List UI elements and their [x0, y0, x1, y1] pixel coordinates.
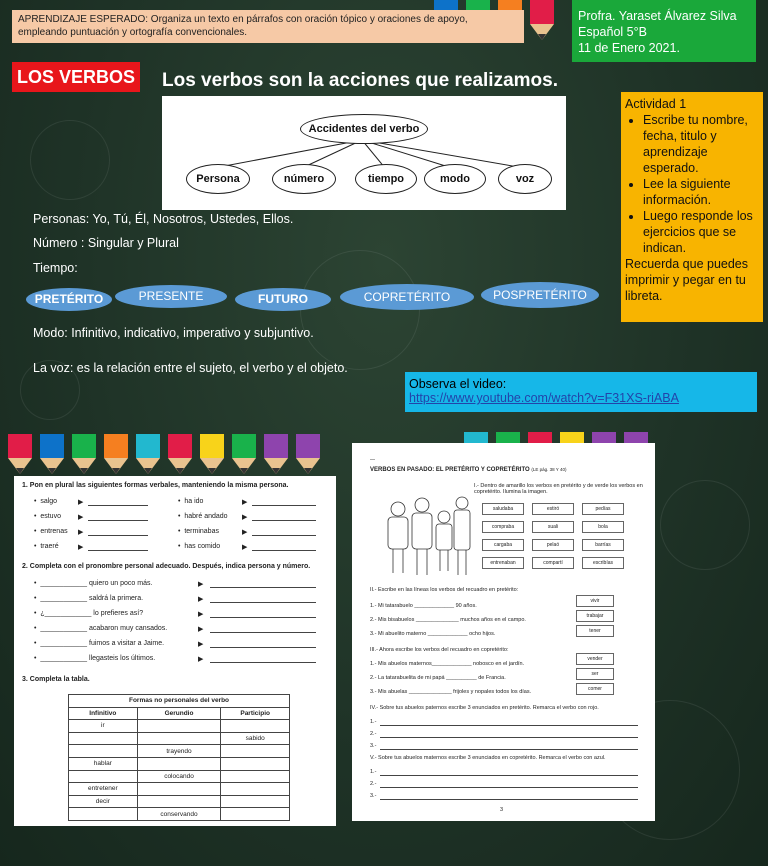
ws2-number: 2.-	[370, 781, 377, 787]
table-cell[interactable]	[221, 808, 290, 821]
word-box: cargaba	[482, 539, 524, 551]
concept-node: voz	[498, 164, 552, 194]
ws1-q1-item: • entrenas	[34, 528, 68, 535]
worksheet-left	[14, 476, 336, 826]
ws1-q2-item: • ____________ llegasteis los últimos.	[34, 655, 156, 662]
table-title: Formas no personales del verbo	[69, 695, 290, 708]
table-cell[interactable]	[69, 732, 138, 745]
table-cell[interactable]: ir	[69, 720, 138, 733]
table-cell[interactable]: trayendo	[137, 745, 221, 758]
table-cell[interactable]	[221, 795, 290, 808]
ws2-s3-title: III.- Ahora escribe los verbos del recuadro en copretérito:	[370, 647, 509, 653]
word-box: escribías	[582, 557, 624, 569]
ws1-q1: 1. Pon en plural las siguientes formas verbales, manteniendo la misma persona.	[22, 482, 289, 489]
ws1-verb: ha ido	[184, 498, 204, 505]
verb-box: tener	[576, 625, 614, 637]
ws1-q1-item: • estuvo	[34, 513, 61, 520]
table-cell[interactable]: decir	[69, 795, 138, 808]
table-cell[interactable]	[69, 770, 138, 783]
ws2-s3-line: 3.- Mis abuelas ______________ frijoles y nopales todos los días.	[370, 689, 532, 695]
ws1-q2-item: • ____________ saldrá la primera.	[34, 595, 144, 602]
table-cell[interactable]: hablar	[69, 757, 138, 770]
ws1-q1-item: • traeré	[34, 543, 59, 550]
actividad-item: • Escribe tu nombre, fecha, titulo y aprendizaje esperado.	[643, 112, 759, 176]
table-row	[69, 732, 290, 745]
table-cell[interactable]	[137, 795, 221, 808]
arrow-icon: ▶	[198, 596, 204, 603]
arrow-icon: ▶	[78, 529, 84, 536]
word-box: suali	[532, 521, 574, 533]
ws1-q1-item: • has comido	[178, 543, 221, 550]
answer-line[interactable]	[210, 647, 316, 648]
ws2-s5-title: V.- Sobre tus abuelos maternos escribe 3 enunciados en copretérito. Remarca el verbo con azul.	[370, 755, 606, 761]
ws2-s3-line: 2.- La tatarabuelita de mi papá __________ de Francia.	[370, 675, 506, 681]
word-box: estiró	[532, 503, 574, 515]
verb-box: ser	[576, 668, 614, 680]
ws1-verb: traeré	[40, 543, 59, 550]
table-cell[interactable]	[69, 745, 138, 758]
arrow-icon: ▶	[78, 544, 84, 551]
headline: Los verbos son la acciones que realizamos.	[162, 70, 558, 91]
ws1-q1-item: • terminabas	[178, 528, 219, 535]
verb-box: trabajar	[576, 610, 614, 622]
pencil-icon	[196, 434, 228, 476]
teacher-info	[572, 0, 756, 62]
actividad-item: • Lee la siguiente información.	[643, 176, 759, 208]
word-box: pedías	[582, 503, 624, 515]
aprendizaje-esperado: APRENDIZAJE ESPERADO: Organiza un texto en párrafos con oración tópico y oraciones de apoyo, empleando puntuación y ortografía convencionales.	[12, 10, 524, 43]
ws1-q1-item: • habré andado	[178, 513, 228, 520]
word-box: bola	[582, 521, 624, 533]
ws1-q2-item: • ____________ acabaron muy cansados.	[34, 625, 168, 632]
voz-line: La voz: es la relación entre el sujeto, el verbo y el objeto.	[33, 361, 348, 375]
answer-line[interactable]	[252, 505, 316, 506]
arrow-icon: ▶	[242, 529, 248, 536]
arrow-icon: ▶	[198, 641, 204, 648]
table-cell[interactable]	[137, 720, 221, 733]
ws1-q2-item: • ____________ fuimos a visitar a Jaime.	[34, 640, 165, 647]
ws2-number: 1.-	[370, 719, 377, 725]
answer-line[interactable]	[88, 505, 148, 506]
table-cell[interactable]	[137, 783, 221, 796]
doodle-circle	[300, 250, 420, 370]
answer-line[interactable]	[88, 535, 148, 536]
answer-line[interactable]	[252, 520, 316, 521]
answer-line[interactable]	[380, 725, 638, 726]
ws1-verb: terminabas	[184, 528, 219, 535]
arrow-icon: ▶	[198, 581, 204, 588]
table-cell[interactable]: colocando	[137, 770, 221, 783]
verb-box: vender	[576, 653, 614, 665]
date: 11 de Enero 2021.	[578, 41, 680, 55]
ws2-title	[370, 467, 567, 473]
pencil-icon	[292, 434, 324, 476]
concept-root: Accidentes del verbo	[300, 114, 428, 144]
arrow-icon: ▶	[198, 656, 204, 663]
video-box	[405, 372, 757, 412]
ws1-sentence: fuimos a visitar a Jaime.	[89, 640, 165, 647]
table-cell[interactable]: entretener	[69, 783, 138, 796]
ws2-number: 1.-	[370, 769, 377, 775]
pencil-icon	[164, 434, 196, 476]
table-row	[69, 783, 290, 796]
table-row	[69, 757, 290, 770]
answer-line[interactable]	[210, 662, 316, 663]
doodle-circle	[660, 480, 750, 570]
tiempo-line: Tiempo:	[33, 261, 78, 275]
ws2-top-mark: —	[370, 457, 375, 463]
table-cell[interactable]	[137, 757, 221, 770]
table-header: Gerundio	[137, 707, 221, 720]
table-row	[69, 770, 290, 783]
ws1-sentence: acabaron muy cansados.	[89, 625, 168, 632]
tense-pill: FUTURO	[235, 288, 331, 311]
table-row	[69, 808, 290, 821]
concept-map	[162, 96, 566, 210]
actividad-footer: Recuerda que puedes imprimir y pegar en tu libreta.	[625, 257, 749, 303]
ws2-number: 2.-	[370, 731, 377, 737]
ws1-q1-item: • salgo	[34, 498, 58, 505]
ws2-number: 3.-	[370, 793, 377, 799]
tense-pill: PRESENTE	[115, 285, 227, 308]
arrow-icon: ▶	[242, 514, 248, 521]
answer-line[interactable]	[210, 632, 316, 633]
answer-line[interactable]	[210, 602, 316, 603]
ws1-verb: has comido	[184, 543, 221, 550]
numero-line: Número : Singular y Plural	[33, 236, 179, 250]
ws1-sentence: quiero un poco más.	[89, 580, 153, 587]
teacher-name: Profra. Yaraset Álvarez Silva	[578, 9, 737, 23]
verb-box: comer	[576, 683, 614, 695]
answer-line[interactable]	[380, 799, 638, 800]
answer-line[interactable]	[252, 535, 316, 536]
table-cell[interactable]	[221, 783, 290, 796]
pencil-icon	[228, 434, 260, 476]
table-cell[interactable]	[221, 720, 290, 733]
ws2-s3-line: 1.- Mis abuelos maternos_____________ nobosco en el jardín.	[370, 661, 525, 667]
concept-node: tiempo	[355, 164, 417, 194]
arrow-icon: ▶	[242, 499, 248, 506]
actividad-title: Actividad 1	[625, 97, 687, 111]
doodle-circle	[30, 120, 110, 200]
concept-node: número	[272, 164, 336, 194]
ws1-sentence: llegasteis los últimos.	[89, 655, 156, 662]
table-cell[interactable]	[221, 745, 290, 758]
ws1-q1-item: • ha ido	[178, 498, 204, 505]
forms-table	[68, 694, 290, 821]
answer-line[interactable]	[380, 787, 638, 788]
answer-line[interactable]	[88, 520, 148, 521]
ws2-s2-line: 2.- Mis bisabuelos ______________ muchos años en el campo.	[370, 617, 526, 623]
ws2-number: 3.-	[370, 743, 377, 749]
actividad-box	[621, 92, 763, 322]
table-cell[interactable]	[221, 770, 290, 783]
table-cell[interactable]: sabido	[221, 732, 290, 745]
table-cell[interactable]	[69, 808, 138, 821]
ws1-q2-item: • ____________ quiero un poco más.	[34, 580, 153, 587]
ws2-s2-title: II.- Escribe en las líneas los verbos del recuadro en pretérito:	[370, 587, 519, 593]
table-cell[interactable]	[221, 757, 290, 770]
pencil-icon	[100, 434, 132, 476]
video-label: Observa el video:	[409, 377, 507, 391]
word-box: entrenaban	[482, 557, 524, 569]
answer-line[interactable]	[380, 749, 638, 750]
tense-pill: PRETÉRITO	[26, 288, 112, 311]
pencil-icon	[260, 434, 292, 476]
concept-node: modo	[424, 164, 486, 194]
personas-line: Personas: Yo, Tú, Él, Nosotros, Ustedes, Ellos.	[33, 212, 294, 226]
tense-pill: POSPRETÉRITO	[481, 282, 599, 308]
modo-line: Modo: Infinitivo, indicativo, imperativo y subjuntivo.	[33, 326, 314, 340]
ws1-q2-item: • ¿____________ lo prefieres así?	[34, 610, 144, 617]
family-illustration	[380, 487, 472, 579]
word-box: compraba	[482, 521, 524, 533]
verb-box: vivir	[576, 595, 614, 607]
ws1-q3: 3. Completa la tabla.	[22, 676, 90, 683]
answer-line[interactable]	[88, 550, 148, 551]
ws1-verb: habré andado	[184, 513, 228, 520]
ws1-verb: entrenas	[40, 528, 68, 535]
table-cell[interactable]	[137, 732, 221, 745]
table-cell[interactable]: conservando	[137, 808, 221, 821]
ws1-verb: estuvo	[40, 513, 61, 520]
pencil-icon	[132, 434, 164, 476]
pencil-icon	[36, 434, 68, 476]
ws1-sentence: lo prefieres así?	[93, 610, 144, 617]
page-number: 3	[500, 807, 504, 813]
answer-line[interactable]	[210, 587, 316, 588]
answer-line[interactable]	[210, 617, 316, 618]
table-header: Participio	[221, 707, 290, 720]
arrow-icon: ▶	[78, 499, 84, 506]
ws2-intro: I.- Dentro de amarillo los verbos en pretérito y de verde los verbos en copretérito. Ilumina la imagen.	[474, 483, 643, 495]
arrow-icon: ▶	[242, 544, 248, 551]
tense-pill: COPRETÉRITO	[340, 284, 474, 310]
ws1-verb: salgo	[40, 498, 58, 505]
answer-line[interactable]	[380, 775, 638, 776]
pencils-middle	[4, 434, 324, 476]
ws2-s2-line: 1.- Mi tatarabuelo _____________ 90 años.	[370, 603, 477, 609]
word-box: compartí	[532, 557, 574, 569]
topic-badge: LOS VERBOS	[12, 62, 140, 92]
answer-line[interactable]	[252, 550, 316, 551]
ws2-title-text: VERBOS EN PASADO: EL PRETÉRITO Y COPRETÉRITO	[370, 467, 530, 473]
ws2-s2-line: 3.- Mi abuelito materno _____________ ocho hijos.	[370, 631, 496, 637]
word-box: saludaba	[482, 503, 524, 515]
word-box: barrías	[582, 539, 624, 551]
actividad-list	[643, 112, 759, 256]
actividad-item: • Luego responde los ejercicios que se indican.	[643, 208, 759, 256]
answer-line[interactable]	[380, 737, 638, 738]
class-group: Español 5°B	[578, 25, 647, 39]
arrow-icon: ▶	[198, 611, 204, 618]
pencil-icon	[526, 0, 558, 42]
pencil-icon	[68, 434, 100, 476]
worksheet-right	[352, 443, 655, 821]
video-link[interactable]: https://www.youtube.com/watch?v=F31XS-riABA	[409, 391, 679, 405]
table-row	[69, 720, 290, 733]
table-header: Infinitivo	[69, 707, 138, 720]
arrow-icon: ▶	[78, 514, 84, 521]
arrow-icon: ▶	[198, 626, 204, 633]
ws2-s4-title: IV.- Sobre tus abuelos paternos escribe 3 enunciados en pretérito. Remarca el verbo con rojo.	[370, 705, 599, 711]
concept-node: Persona	[186, 164, 250, 194]
word-box: pelaó	[532, 539, 574, 551]
ws1-sentence: saldrá la primera.	[89, 595, 144, 602]
ws1-open-question: ¿	[40, 610, 45, 617]
ws2-title-note: (LE pág. 38 Y 40)	[531, 467, 567, 472]
table-row	[69, 745, 290, 758]
pencil-icon	[4, 434, 36, 476]
ws1-q2: 2. Completa con el pronombre personal adecuado. Después, indica persona y número.	[22, 563, 311, 570]
table-row	[69, 795, 290, 808]
